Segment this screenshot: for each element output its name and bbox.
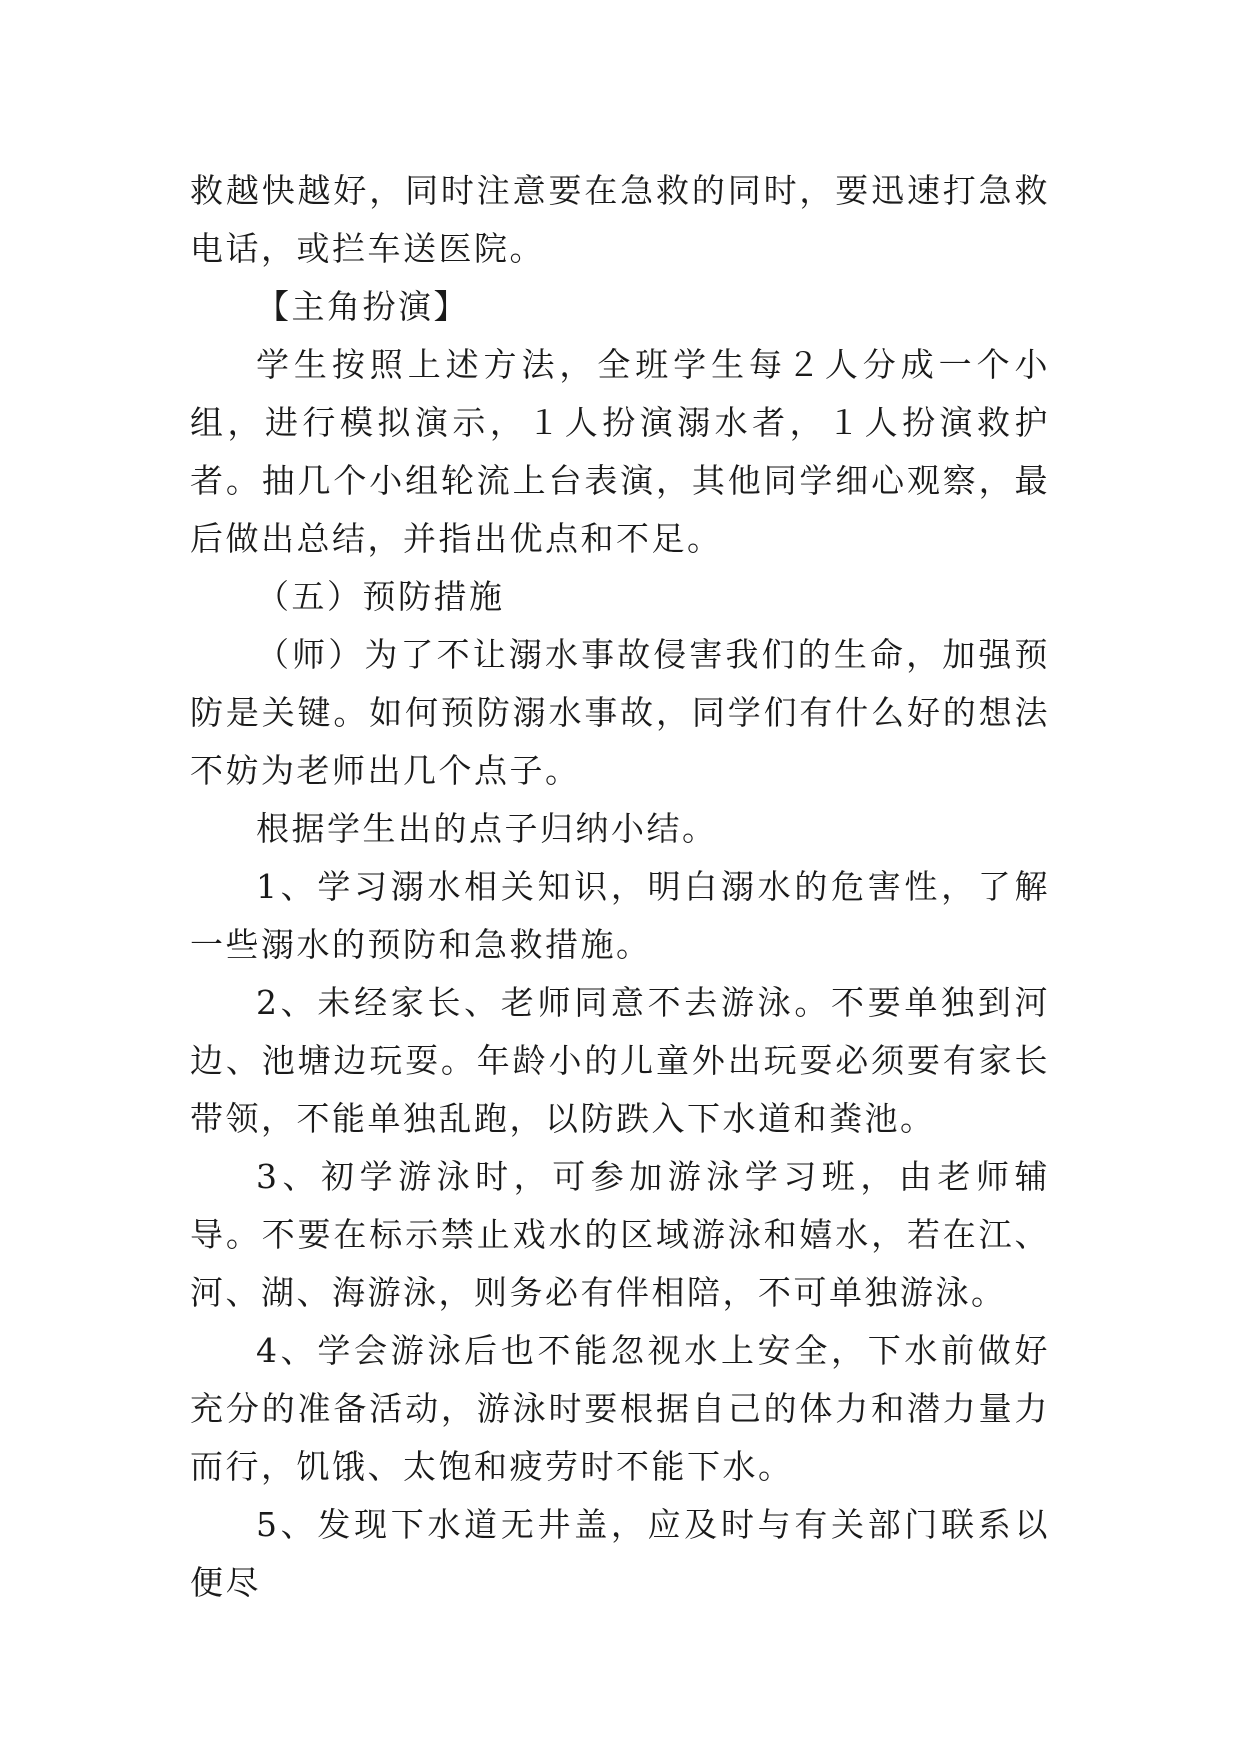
heading-role-play: 【主角扮演】 — [256, 287, 469, 326]
list-item-3: 3、初学游泳时，可参加游泳学习班，由老师辅导。不要在标示禁止戏水的区域游泳和嬉水，若在江、河、湖、海游泳，则务必有伴相陪，不可单独游泳。 — [190, 1157, 1050, 1312]
paragraph-role-play: 学生按照上述方法，全班学生每２人分成一个小组，进行模拟演示，１人扮演溺水者，１人扮演救护者。抽几个小组轮流上台表演，其他同学细心观察，最后做出总结，并指出优点和不足。 — [190, 345, 1050, 558]
list-item-1: 1、学习溺水相关知识，明白溺水的危害性，了解一些溺水的预防和急救措施。 — [190, 867, 1050, 964]
paragraph-teacher: （师）为了不让溺水事故侵害我们的生命，加强预防是关键。如何预防溺水事故，同学们有什么好的想法不妨为老师出几个点子。 — [190, 635, 1050, 790]
paragraph-continued: 救越快越好，同时注意要在急救的同时，要迅速打急救电话，或拦车送医院。 — [190, 171, 1050, 268]
paragraph-summary: 根据学生出的点子归纳小结。 — [256, 809, 718, 848]
list-item-4: 4、学会游泳后也不能忽视水上安全，下水前做好充分的准备活动，游泳时要根据自己的体力和潜力量力而行，饥饿、太饱和疲劳时不能下水。 — [190, 1331, 1050, 1486]
list-item-2: 2、未经家长、老师同意不去游泳。不要单独到河边、池塘边玩耍。年龄小的儿童外出玩耍必须要有家长带领，不能单独乱跑，以防跌入下水道和粪池。 — [190, 983, 1050, 1138]
list-item-5: 5、发现下水道无井盖，应及时与有关部门联系以便尽 — [190, 1505, 1050, 1602]
heading-prevention: （五）预防措施 — [256, 577, 505, 616]
document-body — [190, 162, 1050, 1612]
